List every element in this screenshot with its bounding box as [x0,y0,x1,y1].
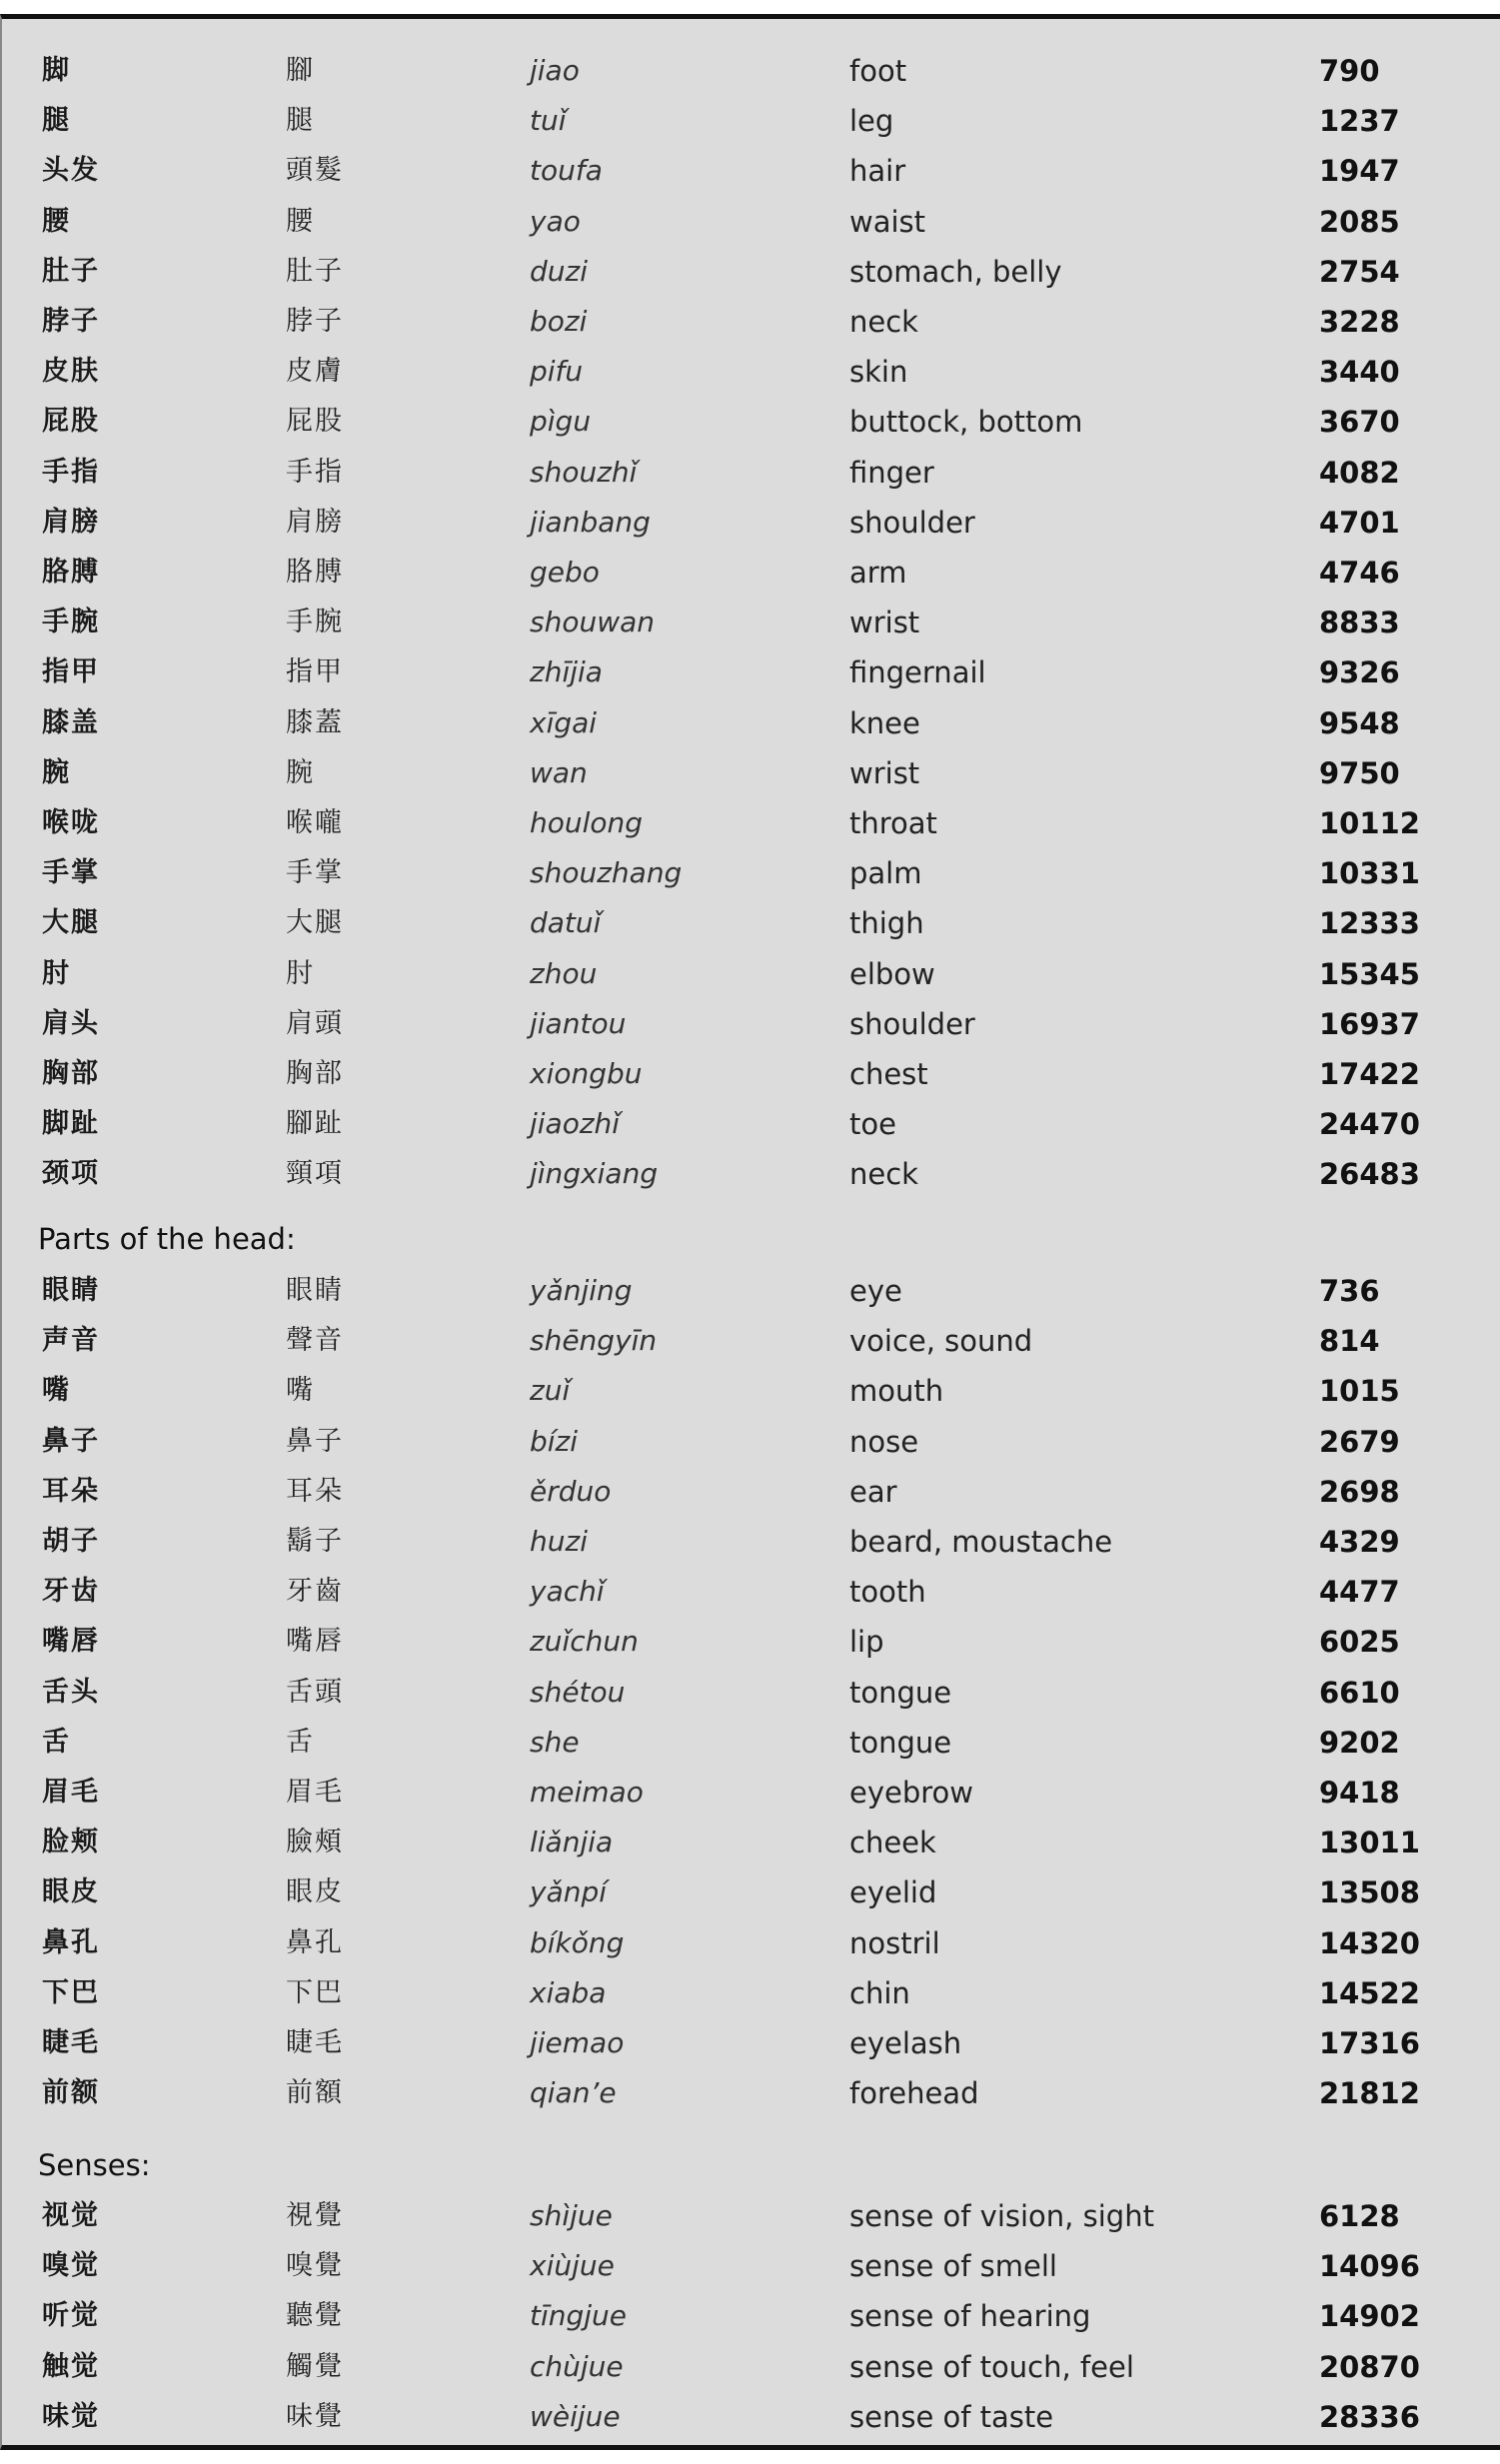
simplified-cell: 肘 [42,957,71,989]
frequency-cell: 28336 [1319,2399,1420,2434]
english-cell: tooth [849,1575,926,1610]
table-row [2,498,1500,548]
table-row [2,2191,1500,2241]
frequency-cell: 12333 [1319,906,1420,941]
traditional-cell: 屁股 [286,406,344,438]
traditional-cell: 腕 [286,756,315,788]
english-cell: voice, sound [849,1324,1033,1359]
english-cell: palm [849,856,922,891]
table-row [2,2241,1500,2291]
frequency-cell: 24470 [1319,1107,1420,1142]
frequency-cell: 17422 [1319,1057,1420,1091]
frequency-cell: 790 [1319,54,1380,88]
simplified-cell: 前额 [42,2077,100,2109]
pinyin-cell: huzi [530,1525,588,1558]
pinyin-cell: zuǐchun [530,1625,639,1659]
english-cell: sense of taste [849,2399,1054,2434]
frequency-cell: 1015 [1319,1374,1400,1409]
traditional-cell: 眼睛 [286,1275,344,1306]
simplified-cell: 鼻孔 [42,1926,100,1958]
frequency-cell: 6128 [1319,2199,1400,2233]
traditional-cell: 臉頰 [286,1827,344,1858]
traditional-cell: 脖子 [286,306,344,337]
english-cell: lip [849,1625,884,1660]
traditional-cell: 膝蓋 [286,706,344,738]
pinyin-cell: xiùjue [530,2249,615,2283]
pinyin-cell: shēngyīn [530,1324,658,1358]
traditional-cell: 手腕 [286,607,344,638]
traditional-cell: 視覺 [286,2200,344,2231]
pinyin-cell: meimao [530,1776,644,1809]
pinyin-cell: jianbang [530,505,651,539]
frequency-cell: 4701 [1319,505,1400,540]
traditional-cell: 觸覺 [286,2350,344,2382]
english-cell: finger [849,455,934,490]
pinyin-cell: wan [530,755,588,789]
english-cell: stomach, belly [849,254,1062,289]
pinyin-cell: shouwan [530,606,656,639]
frequency-cell: 3440 [1319,355,1400,390]
english-cell: beard, moustache [849,1525,1113,1559]
table-row [2,2018,1500,2068]
pinyin-cell: tuǐ [530,104,567,138]
table-row [2,1818,1500,1867]
pinyin-cell: gebo [530,556,600,589]
english-cell: toe [849,1107,896,1142]
pinyin-cell: xiongbu [530,1057,643,1090]
english-cell: wrist [849,755,920,790]
table-row [2,448,1500,498]
english-cell: knee [849,705,920,740]
simplified-cell: 膝盖 [42,706,100,738]
english-cell: nostril [849,1925,940,1960]
pinyin-cell: pìgu [530,405,592,439]
frequency-cell: 4746 [1319,556,1400,590]
table-row [2,1316,1500,1366]
pinyin-cell: bozi [530,305,588,338]
frequency-cell: 20870 [1319,2349,1420,2384]
english-cell: eyelash [849,2026,962,2060]
pinyin-cell: zhījia [530,655,603,689]
frequency-cell: 6025 [1319,1625,1400,1660]
traditional-cell: 皮膚 [286,356,344,388]
english-cell: cheek [849,1826,936,1860]
frequency-cell: 6610 [1319,1675,1400,1710]
table-row [2,1617,1500,1667]
english-cell: tongue [849,1725,952,1760]
pinyin-cell: yao [530,204,581,238]
pinyin-cell: zuǐ [530,1374,571,1408]
pinyin-cell: toufa [530,154,603,188]
pinyin-cell: chùjue [530,2349,624,2383]
english-cell: nose [849,1424,919,1459]
frequency-cell: 17316 [1319,2026,1420,2060]
frequency-cell: 4329 [1319,1525,1400,1559]
frequency-cell: 10331 [1319,856,1420,891]
simplified-cell: 皮肤 [42,356,100,388]
english-cell: neck [849,305,918,339]
simplified-cell: 耳朵 [42,1475,100,1507]
table-row [2,1718,1500,1768]
english-cell: sense of vision, sight [849,2199,1154,2233]
table-row [2,197,1500,247]
frequency-cell: 14902 [1319,2299,1420,2334]
english-cell: hair [849,154,906,189]
traditional-cell: 頭髮 [286,155,344,187]
english-cell: shoulder [849,505,975,540]
frequency-cell: 13508 [1319,1875,1420,1910]
simplified-cell: 脚 [42,55,71,86]
english-cell: leg [849,104,894,139]
frequency-cell: 9202 [1319,1725,1400,1760]
english-cell: shoulder [849,1006,975,1041]
simplified-cell: 眉毛 [42,1777,100,1808]
simplified-cell: 鼻子 [42,1425,100,1457]
table-row [2,949,1500,999]
frequency-cell: 10112 [1319,806,1420,840]
table-row [2,1467,1500,1517]
traditional-cell: 鼻孔 [286,1926,344,1958]
table-row [2,146,1500,196]
traditional-cell: 聲音 [286,1325,344,1357]
table-row [2,2068,1500,2118]
section-heading: Senses: [38,2148,151,2182]
frequency-cell: 2679 [1319,1424,1400,1459]
simplified-cell: 腿 [42,105,71,137]
frequency-cell: 4082 [1319,455,1400,490]
simplified-cell: 肚子 [42,255,100,287]
simplified-cell: 下巴 [42,1976,100,2008]
frequency-cell: 4477 [1319,1575,1400,1610]
english-cell: fingernail [849,655,986,690]
traditional-cell: 下巴 [286,1976,344,2008]
traditional-cell: 肩頭 [286,1007,344,1039]
english-cell: chin [849,1975,910,2010]
section-heading: Parts of the head: [38,1222,296,1256]
english-cell: skin [849,355,908,390]
frequency-cell: 2698 [1319,1474,1400,1509]
traditional-cell: 牙齒 [286,1576,344,1608]
frequency-cell: 9418 [1319,1776,1400,1810]
traditional-cell: 眼皮 [286,1876,344,1908]
simplified-cell: 屁股 [42,406,100,438]
english-cell: sense of smell [849,2249,1057,2284]
simplified-cell: 眼皮 [42,1876,100,1908]
table-row [2,2291,1500,2341]
english-cell: elbow [849,956,935,991]
table-row [2,1099,1500,1149]
simplified-cell: 视觉 [42,2200,100,2231]
traditional-cell: 嘴 [286,1375,315,1407]
frequency-cell: 14522 [1319,1975,1420,2010]
pinyin-cell: shétou [530,1675,626,1709]
simplified-cell: 舌头 [42,1676,100,1708]
simplified-cell: 手指 [42,456,100,488]
pinyin-cell: yǎnjing [530,1274,633,1307]
pinyin-cell: shouzhang [530,856,683,890]
traditional-cell: 腳 [286,55,315,86]
simplified-cell: 腰 [42,205,71,237]
traditional-cell: 胸部 [286,1058,344,1089]
pinyin-cell: liǎnjia [530,1826,614,1859]
table-row [2,1049,1500,1099]
simplified-cell: 脸颊 [42,1827,100,1858]
english-cell: mouth [849,1374,944,1409]
table-row [2,999,1500,1049]
frequency-cell: 736 [1319,1274,1380,1308]
table-row [2,548,1500,598]
table-row [2,848,1500,898]
frequency-cell: 3670 [1319,405,1400,440]
frequency-cell: 1237 [1319,104,1400,139]
simplified-cell: 嗅觉 [42,2250,100,2282]
simplified-cell: 头发 [42,155,100,187]
traditional-cell: 腰 [286,205,315,237]
traditional-cell: 肘 [286,957,315,989]
simplified-cell: 颈项 [42,1158,100,1190]
table-row [2,798,1500,848]
english-cell: arm [849,556,907,590]
traditional-cell: 腳趾 [286,1108,344,1140]
table-row [2,46,1500,96]
english-cell: sense of touch, feel [849,2349,1134,2384]
vocabulary-table [0,14,1500,2450]
table-row [2,347,1500,397]
traditional-cell: 嗅覺 [286,2250,344,2282]
traditional-cell: 手指 [286,456,344,488]
table-row [2,1768,1500,1818]
table-row [2,1918,1500,1968]
table-row [2,598,1500,647]
table-row [2,1266,1500,1316]
simplified-cell: 声音 [42,1325,100,1357]
table-row [2,748,1500,798]
simplified-cell: 眼睛 [42,1275,100,1306]
simplified-cell: 胡子 [42,1526,100,1557]
pinyin-cell: xiaba [530,1975,607,2009]
traditional-cell: 聽覺 [286,2300,344,2332]
frequency-cell: 9548 [1319,705,1400,740]
frequency-cell: 14096 [1319,2249,1420,2284]
table-row [2,1517,1500,1567]
english-cell: thigh [849,906,924,941]
traditional-cell: 嘴唇 [286,1626,344,1658]
frequency-cell: 8833 [1319,606,1400,640]
pinyin-cell: jìngxiang [530,1157,659,1191]
pinyin-cell: wèijue [530,2399,621,2433]
traditional-cell: 喉嚨 [286,807,344,838]
pinyin-cell: shouzhǐ [530,455,638,489]
table-row [2,1567,1500,1617]
frequency-cell: 2754 [1319,254,1400,289]
table-row [2,1668,1500,1718]
traditional-cell: 肩膀 [286,506,344,538]
simplified-cell: 腕 [42,756,71,788]
simplified-cell: 肩膀 [42,506,100,538]
pinyin-cell: duzi [530,254,588,288]
pinyin-cell: datuǐ [530,906,602,940]
table-row [2,397,1500,447]
pinyin-cell: houlong [530,806,644,839]
english-cell: neck [849,1157,918,1192]
simplified-cell: 指甲 [42,656,100,688]
english-cell: forehead [849,2076,979,2111]
english-cell: buttock, bottom [849,405,1083,440]
traditional-cell: 胳膊 [286,557,344,588]
frequency-cell: 21812 [1319,2076,1420,2111]
english-cell: throat [849,806,937,840]
table-row [2,297,1500,347]
simplified-cell: 手掌 [42,857,100,889]
english-cell: eye [849,1274,902,1308]
table-row [2,2342,1500,2392]
traditional-cell: 舌 [286,1726,315,1758]
table-row [2,1968,1500,2018]
table-row [2,1867,1500,1917]
frequency-cell: 14320 [1319,1925,1420,1960]
table-row [2,96,1500,146]
frequency-cell: 3228 [1319,305,1400,339]
simplified-cell: 嘴唇 [42,1626,100,1658]
simplified-cell: 味觉 [42,2400,100,2432]
simplified-cell: 舌 [42,1726,71,1758]
traditional-cell: 腿 [286,105,315,137]
english-cell: sense of hearing [849,2299,1091,2334]
simplified-cell: 听觉 [42,2300,100,2332]
english-cell: foot [849,54,907,88]
pinyin-cell: pifu [530,355,584,389]
traditional-cell: 頸項 [286,1158,344,1190]
simplified-cell: 胳膊 [42,557,100,588]
pinyin-cell: ěrduo [530,1474,612,1508]
english-cell: eyebrow [849,1776,974,1810]
traditional-cell: 肚子 [286,255,344,287]
table-row [2,698,1500,748]
frequency-cell: 2085 [1319,204,1400,239]
simplified-cell: 触觉 [42,2350,100,2382]
traditional-cell: 手掌 [286,857,344,889]
traditional-cell: 指甲 [286,656,344,688]
simplified-cell: 脚趾 [42,1108,100,1140]
pinyin-cell: bízi [530,1424,579,1458]
table-row [2,647,1500,697]
traditional-cell: 眉毛 [286,1777,344,1808]
frequency-cell: 13011 [1319,1826,1420,1860]
simplified-cell: 肩头 [42,1007,100,1039]
table-row [2,1417,1500,1467]
traditional-cell: 睫毛 [286,2027,344,2058]
pinyin-cell: jiantou [530,1006,627,1040]
pinyin-cell: jiaozhǐ [530,1107,621,1141]
english-cell: tongue [849,1675,952,1710]
pinyin-cell: qian’e [530,2076,617,2110]
traditional-cell: 鼻子 [286,1425,344,1457]
frequency-cell: 814 [1319,1324,1380,1359]
english-cell: waist [849,204,926,239]
frequency-cell: 26483 [1319,1157,1420,1192]
simplified-cell: 脖子 [42,306,100,337]
traditional-cell: 鬍子 [286,1526,344,1557]
pinyin-cell: bíkǒng [530,1925,625,1959]
traditional-cell: 舌頭 [286,1676,344,1708]
simplified-cell: 大腿 [42,907,100,939]
english-cell: eyelid [849,1875,937,1910]
pinyin-cell: shìjue [530,2199,613,2232]
pinyin-cell: yǎnpí [530,1875,608,1909]
frequency-cell: 15345 [1319,956,1420,991]
pinyin-cell: xīgai [530,705,598,739]
pinyin-cell: yachǐ [530,1575,605,1609]
table-row [2,1366,1500,1416]
pinyin-cell: she [530,1725,580,1759]
english-cell: ear [849,1474,897,1509]
english-cell: chest [849,1057,928,1091]
frequency-cell: 16937 [1319,1006,1420,1041]
frequency-cell: 1947 [1319,154,1400,189]
pinyin-cell: jiemao [530,2026,625,2059]
frequency-cell: 9326 [1319,655,1400,690]
simplified-cell: 嘴 [42,1375,71,1407]
frequency-cell: 9750 [1319,755,1400,790]
simplified-cell: 睫毛 [42,2027,100,2058]
table-row [2,1149,1500,1199]
traditional-cell: 前額 [286,2077,344,2109]
pinyin-cell: tīngjue [530,2299,628,2333]
english-cell: wrist [849,606,920,640]
simplified-cell: 喉咙 [42,807,100,838]
simplified-cell: 手腕 [42,607,100,638]
traditional-cell: 耳朵 [286,1475,344,1507]
table-row [2,247,1500,297]
traditional-cell: 味覺 [286,2400,344,2432]
pinyin-cell: zhou [530,956,598,990]
simplified-cell: 牙齿 [42,1576,100,1608]
pinyin-cell: jiao [530,54,580,87]
simplified-cell: 胸部 [42,1058,100,1089]
table-row [2,2392,1500,2442]
table-row [2,898,1500,948]
traditional-cell: 大腿 [286,907,344,939]
